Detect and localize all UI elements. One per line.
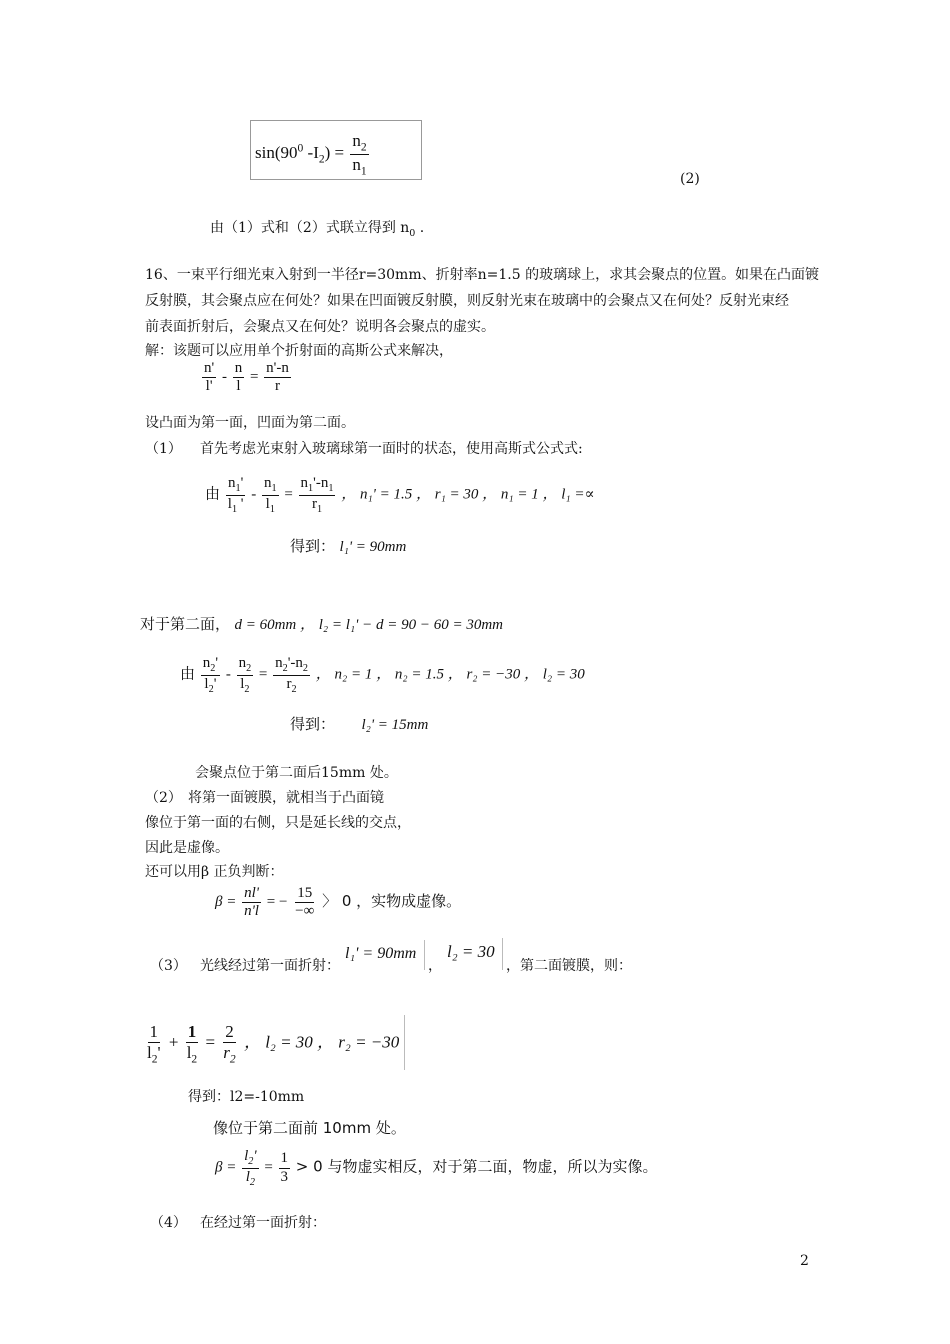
eq-close: ) =	[324, 143, 345, 163]
step-1-label: （1）	[145, 441, 182, 457]
second-surface-params: ， n₂ = 1 ， n₂ = 1.5 ， r₂ = −30 ， l₂ = 30	[315, 666, 585, 683]
step-2-line-4: 还可以用β 正负判断：	[145, 864, 284, 880]
eq-num: n	[352, 131, 361, 150]
problem-16-line-2: 反射膜，其会聚点应在何处？如果在凹面镀反射膜，则反射光束在玻璃中的会聚点又在何处？反射光束经	[145, 293, 789, 309]
mirror-params: ， l₂ = 30 ， r₂ = −30	[243, 1032, 400, 1052]
second-surface-result-value: l₂' = 15mm	[361, 717, 429, 733]
gauss-d1: l'	[205, 378, 213, 395]
beta-lhs: β =	[215, 894, 237, 911]
beta-den: n'l	[244, 903, 259, 920]
setup-line: 设凸面为第一面，凹面为第二面。	[145, 415, 355, 431]
step-3-beta: β = $\frac{l_2'}{l_2}$ = $\frac{1}{3}$ > 0 与物虚实相反，对于第二面，物虚，所以为实像。	[215, 1148, 658, 1188]
step-2-text: 将第一面镀膜，就相当于凸面镜	[188, 790, 384, 806]
combine-line	[210, 217, 424, 245]
problem-16-line-1: 16、一束平行细光束入射到一半径r=30mm、折射率n=1.5 的玻璃球上，求其会聚点的位置。如果在凸面镀	[145, 267, 820, 283]
step-2-label: （2）	[145, 790, 182, 806]
eq-sin-text: sin(	[255, 143, 281, 163]
step-3-result: 得到：l2=-10mm	[188, 1089, 305, 1105]
solution-intro: 解：该题可以应用单个折射面的高斯公式来解决，	[145, 343, 453, 359]
beta-den-2: −∞	[295, 903, 315, 920]
step-1-params: ， n₁' = 1.5 ， r₁ = 30 ， n₁ = 1 ， l₁ =∝	[341, 486, 595, 503]
step-1-result-value: l₁' = 90mm	[339, 539, 407, 555]
comma-1: ，	[428, 958, 442, 974]
eq-angle: 90	[280, 143, 298, 163]
equation-label: (2)	[680, 171, 700, 187]
step-2-line-2: 像位于第一面的右侧，只是延长线的交点，	[145, 815, 411, 831]
eq-num-sub: 2	[360, 140, 367, 154]
gauss-n2: n	[233, 360, 245, 378]
step-1-result	[290, 535, 406, 556]
mirror-formula: $\frac{1}{l_2'}$ + $\frac{1}{l_2}$ = $\frac{2}{r_2}$ ， l₂ = 30 ， r₂ = −30	[147, 1022, 400, 1065]
page-number: 2	[800, 1253, 809, 1269]
step-3-value-2: l₂ = 30	[447, 942, 495, 961]
step-1-text: 首先考虑光束射入玻璃球第一面时的状态，使用高斯式公式式:	[200, 441, 583, 457]
problem-16-line-3: 前表面折射后，会聚点又在何处？说明各会聚点的虚实。	[145, 319, 495, 335]
beta-num: nl'	[242, 885, 261, 903]
gauss-n1: n'	[202, 360, 216, 378]
combine-end: .	[415, 220, 425, 236]
eq-den-sub: 1	[360, 164, 367, 178]
combine-sub: 0	[409, 227, 416, 239]
second-surface-formula: d = 60mm ， l₂ = l₁' − d = 90 − 60 = 30mm	[234, 617, 504, 633]
step-2-line-3: 因此是虚像。	[145, 840, 229, 856]
step-1-you: 由	[205, 484, 221, 503]
step-4-label: （4）	[150, 1215, 187, 1231]
step-1-formula: 由 $\frac{n_1'}{l_1 '}$ - $\frac{n_1}{l_1}$ = $\frac{n_1'-n_1}{r_1}$ ， n₁' = 1.5 ， r₁ = 30 ， n₁ = 1 ， l₁ =∝	[205, 475, 595, 515]
eq-fraction	[350, 131, 368, 177]
second-surface-line	[140, 613, 503, 634]
step-3-value-1: l₁' = 90mm	[345, 945, 417, 962]
gauss-d2: l	[236, 378, 241, 395]
combine-text: 由（1）式和（2）式联立得到 n	[210, 220, 410, 236]
equation-2-box	[250, 120, 422, 180]
step-3-beta-rest: > 0 与物虚实相反，对于第二面，物虚，所以为实像。	[295, 1157, 658, 1176]
step-3-image-line: 像位于第二面前 10mm 处。	[213, 1119, 406, 1137]
eq-degree: 0	[297, 141, 304, 155]
step-4-text: 在经过第一面折射：	[200, 1215, 326, 1231]
beta-mid: = −	[266, 894, 288, 911]
beta-num-2: 15	[295, 885, 314, 903]
divider-1	[424, 940, 425, 970]
gauss-formula: $\frac{n'}{l'}$ - $\frac{n}{l}$ = $\frac{n'-n}{r}$	[204, 360, 289, 395]
eq-i-sub: 2	[318, 152, 325, 166]
second-surface-you: 由	[180, 664, 196, 683]
equation-2	[255, 131, 371, 177]
second-surface-label: 对于第二面，	[140, 615, 231, 633]
second-surface-result-label: 得到：	[290, 715, 336, 733]
step-3-tail: ，第二面镀膜，则：	[506, 958, 632, 974]
step-1-result-label: 得到：	[290, 537, 336, 555]
second-surface-result	[290, 713, 428, 734]
step-2nd-formula: 由 $\frac{n_2'}{l_2'}$ - $\frac{n_2}{l_2}$ = $\frac{n_2'-n_2}{r_2}$ ， n₂ = 1 ， n₂ = 1.5 ， r₂ = −30 ， l₂ = 30	[180, 655, 585, 695]
eq-den: n	[352, 154, 361, 174]
divider-2	[502, 938, 503, 970]
step-2-beta	[215, 885, 461, 921]
beta-rest: 〉 0 ，实物成虚像。	[322, 892, 462, 911]
gauss-d3: r	[275, 378, 281, 395]
step-3-text: 光线经过第一面折射：	[200, 958, 340, 974]
step-3-beta-eq: =	[264, 1159, 277, 1176]
step-3-label: （3）	[150, 958, 187, 974]
gauss-n3: n'-n	[264, 360, 291, 378]
eq-minus-i: -I	[303, 143, 319, 163]
divider-3	[404, 1015, 405, 1070]
converge-line: 会聚点位于第二面后15mm 处。	[195, 765, 398, 781]
